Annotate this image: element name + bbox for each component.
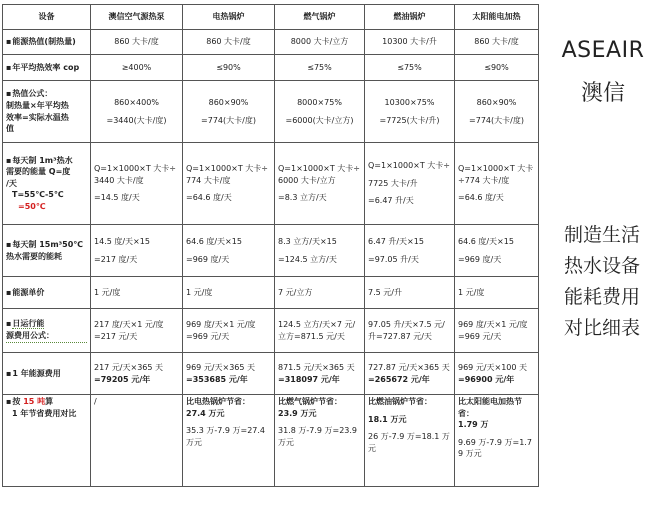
table-row [3, 225, 539, 277]
table-row [3, 353, 539, 395]
cell-daily-15-1: 14.5 度/天×15 =217 度/天 [91, 225, 183, 277]
cell-daily-15-3: 8.3 立方/天×15 =124.5 立方/天 [275, 225, 365, 277]
cell-daily-energy-2: Q=1×1000×T 大卡÷ 774 大卡/度 =64.6 度/天 [183, 143, 275, 225]
row-label-daily-15: ▪每天制 15m³50℃ 热水需要的能耗 [3, 225, 91, 277]
cell-unit-price-5: 1 元/度 [455, 277, 539, 309]
cell-daily-cost-1: 217 度/天×1 元/度 =217 元/天 [91, 309, 183, 353]
cell-efficiency-4: ≤75% [365, 55, 455, 81]
cell-formula-1: 860×400% =3440(大卡/度) [91, 81, 183, 143]
cell-yearly-cost-2: 969 元/天×365 天 =353685 元/年 [183, 353, 275, 395]
table-row [3, 55, 539, 81]
cell-efficiency-5: ≤90% [455, 55, 539, 81]
table-row [3, 309, 539, 353]
side-caption-line-2: 热水设备 [563, 255, 640, 277]
cell-unit-price-2: 1 元/度 [183, 277, 275, 309]
cell-unit-price-1: 1 元/度 [91, 277, 183, 309]
cell-unit-price-3: 7 元/立方 [275, 277, 365, 309]
table-header-row [3, 5, 539, 30]
cell-savings-heat-pump: / [91, 395, 183, 487]
table-row [3, 277, 539, 309]
table-row [3, 81, 539, 143]
header-electric-boiler: 电热锅炉 [183, 5, 275, 30]
cell-yearly-cost-3: 871.5 元/天×365 天 =318097 元/年 [275, 353, 365, 395]
cell-formula-2: 860×90% =774(大卡/度) [183, 81, 275, 143]
daily-energy-label-line-1: 每天制 1m³热水 [12, 155, 73, 165]
cell-heat-value-5: 860 大卡/度 [455, 30, 539, 55]
header-oil-boiler: 燃油锅炉 [365, 5, 455, 30]
brand-name-cn: 澳信 [580, 81, 625, 106]
cell-efficiency-3: ≤75% [275, 55, 365, 81]
table-row [3, 30, 539, 55]
row-label-yearly-cost: ▪1 年能源费用 [3, 353, 91, 395]
cell-yearly-cost-5: 969 元/天×100 天 =96900 元/年 [455, 353, 539, 395]
side-caption-line-1: 制造生活 [563, 224, 640, 246]
cell-daily-15-5: 64.6 度/天×15 =969 度/天 [455, 225, 539, 277]
cell-daily-energy-4: Q=1×1000×T 大卡÷ 7725 大卡/升 =6.47 升/天 [365, 143, 455, 225]
header-solar-electric: 太阳能电加热 [455, 5, 539, 30]
row-label-heat-value: ▪能源热值(制热量) [3, 30, 91, 55]
side-caption-line-4: 对比细表 [563, 317, 640, 339]
cell-daily-energy-3: Q=1×1000×T 大卡÷ 6000 大卡/立方 =8.3 立方/天 [275, 143, 365, 225]
cell-daily-cost-4: 97.05 升/天×7.5 元/ 升=727.87 元/天 [365, 309, 455, 353]
cell-formula-5: 860×90% =774(大卡/度) [455, 81, 539, 143]
cell-daily-15-2: 64.6 度/天×15 =969 度/天 [183, 225, 275, 277]
cell-daily-cost-5: 969 度/天×1 元/度 =969 元/天 [455, 309, 539, 353]
brand-name-en: ASEAIR [561, 38, 645, 63]
cell-efficiency-1: ≥400% [91, 55, 183, 81]
cell-daily-15-4: 6.47 升/天×15 =97.05 升/天 [365, 225, 455, 277]
cell-daily-energy-1: Q=1×1000×T 大卡÷ 3440 大卡/度 =14.5 度/天 [91, 143, 183, 225]
cell-daily-cost-3: 124.5 立方/天×7 元/ 立方=871.5 元/天 [275, 309, 365, 353]
row-label-daily-cost: ▪日运行能 源费用公式： [3, 309, 91, 353]
row-label-efficiency: ▪年平均热效率 cop [3, 55, 91, 81]
row-label-daily-energy: ▪每天制 1m³热水 需要的能量 Q=度 /天 T=55℃-5℃ =50℃ [3, 143, 91, 225]
cell-formula-3: 8000×75% =6000(大卡/立方) [275, 81, 365, 143]
cell-efficiency-2: ≤90% [183, 55, 275, 81]
cell-daily-cost-2: 969 度/天×1 元/度 =969 元/天 [183, 309, 275, 353]
row-label-savings: ▪按 15 吨算 1 年节省费用对比 [3, 395, 91, 487]
comparison-table-wrapper [2, 4, 538, 487]
header-gas-boiler: 燃气锅炉 [275, 5, 365, 30]
cell-heat-value-4: 10300 大卡/升 [365, 30, 455, 55]
side-caption [552, 220, 652, 344]
cell-savings-solar: 比太阳能电加热节省： 1.79 万 9.69 万-7.9 万=1.79 万元 [455, 395, 539, 487]
side-caption-line-3: 能耗费用 [563, 286, 640, 308]
row-label-unit-price: ▪能源单价 [3, 277, 91, 309]
cell-daily-energy-5: Q=1×1000×T 大卡 ÷774 大卡/度 =64.6 度/天 [455, 143, 539, 225]
cell-yearly-cost-1: 217 元/天×365 天 =79205 元/年 [91, 353, 183, 395]
table-row [3, 395, 539, 487]
cell-savings-oil: 比燃油锅炉节省： 18.1 万元 26 万-7.9 万=18.1 万元 [365, 395, 455, 487]
cell-heat-value-2: 860 大卡/度 [183, 30, 275, 55]
cell-yearly-cost-4: 727.87 元/天×365 天 =265672 元/年 [365, 353, 455, 395]
cell-savings-electric: 比电热锅炉节省： 27.4 万元 35.3 万-7.9 万=27.4 万元 [183, 395, 275, 487]
table-row [3, 143, 539, 225]
cell-heat-value-1: 860 大卡/度 [91, 30, 183, 55]
cell-savings-gas: 比燃气锅炉节省： 23.9 万元 31.8 万-7.9 万=23.9 万元 [275, 395, 365, 487]
cell-unit-price-4: 7.5 元/升 [365, 277, 455, 309]
header-heat-pump: 澳信空气源热泵 [91, 5, 183, 30]
row-label-formula: ▪热值公式： 制热量×年平均热 效率=实际水温热 值 [3, 81, 91, 143]
cell-formula-4: 10300×75% =7725(大卡/升) [365, 81, 455, 143]
cell-heat-value-3: 8000 大卡/立方 [275, 30, 365, 55]
energy-cost-comparison-table [2, 4, 539, 487]
header-device: 设备 [3, 5, 91, 30]
